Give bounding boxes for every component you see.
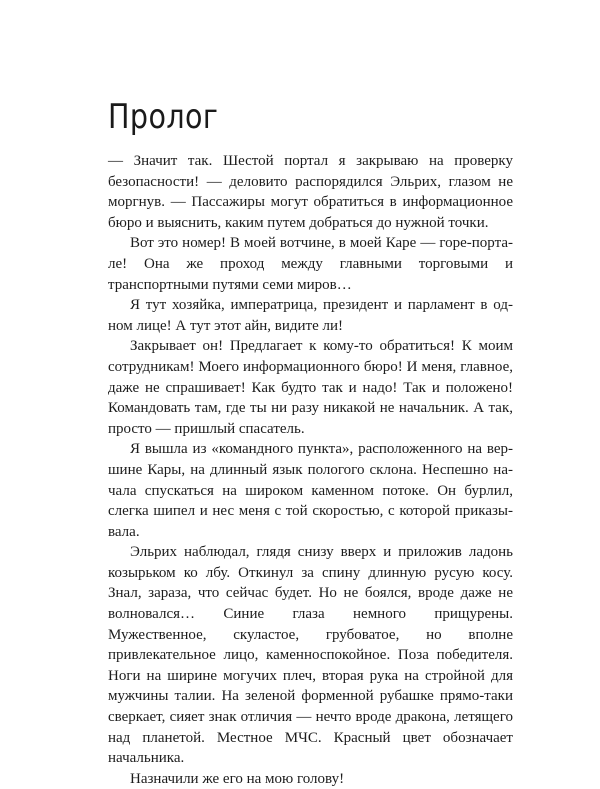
paragraph-5: Я вышла из «командного пункта», расположенного на вершине Кары, на длинный язык пологого склона. Неспешно начала спускаться на широком каменном потоке. Он бурлил, слегка шипел и нес меня с той скоростью, с которой приказывала. [108,441,513,540]
paragraph-4: Закрывает он! Предлагает к кому-то обратиться! К моим сотрудникам! Моего информационного бюро! И меня, главное, даже не спрашивает! Как будто так и надо! Так и положено! Командовать там, где ты ни разу никакой не начальник. А так, просто — пришлый спасатель. [108,338,513,437]
paragraph-1: — Значит так. Шестой портал я закрываю на проверку безопасности! — деловито распорядился Эльрих, глазом не моргнув. — Пассажиры могут обратиться в информационное бюро и выяснить, каким путем добраться до нужной точки. [108,153,513,231]
paragraph-2: Вот это номер! В моей вотчине, в моей Каре — горе-портале! Она же проход между главными торговыми и транспортными путями семи миров… [108,235,513,293]
chapter-title: Пролог [108,97,219,137]
body-text [108,151,513,789]
paragraph-3: Я тут хозяйка, императрица, президент и парламент в одном лице! А тут этот айн, видите ли! [108,297,513,334]
paragraph-6: Эльрих наблюдал, глядя снизу вверх и приложив ладонь козырьком ко лбу. Откинул за спину длинную русую косу. Знал, зараза, что сейчас будет. Но не боялся, вроде даже не волновался… Синие глаза немного прищурены. Мужественное, скуластое, грубоватое, но вполне привлекательное лицо, каменноспокойное. Поза победителя. Ноги на ширине могучих плеч, вторая рука на стройной для мужчины талии. На зеленой форменной рубашке прямо-таки сверкает, сияет знак отличия — нечто вроде дракона, летящего над планетой. Местное МЧС. Красный цвет обозначает начальника. [108,544,513,767]
paragraph-7: Назначили же его на мою голову! [130,770,345,787]
